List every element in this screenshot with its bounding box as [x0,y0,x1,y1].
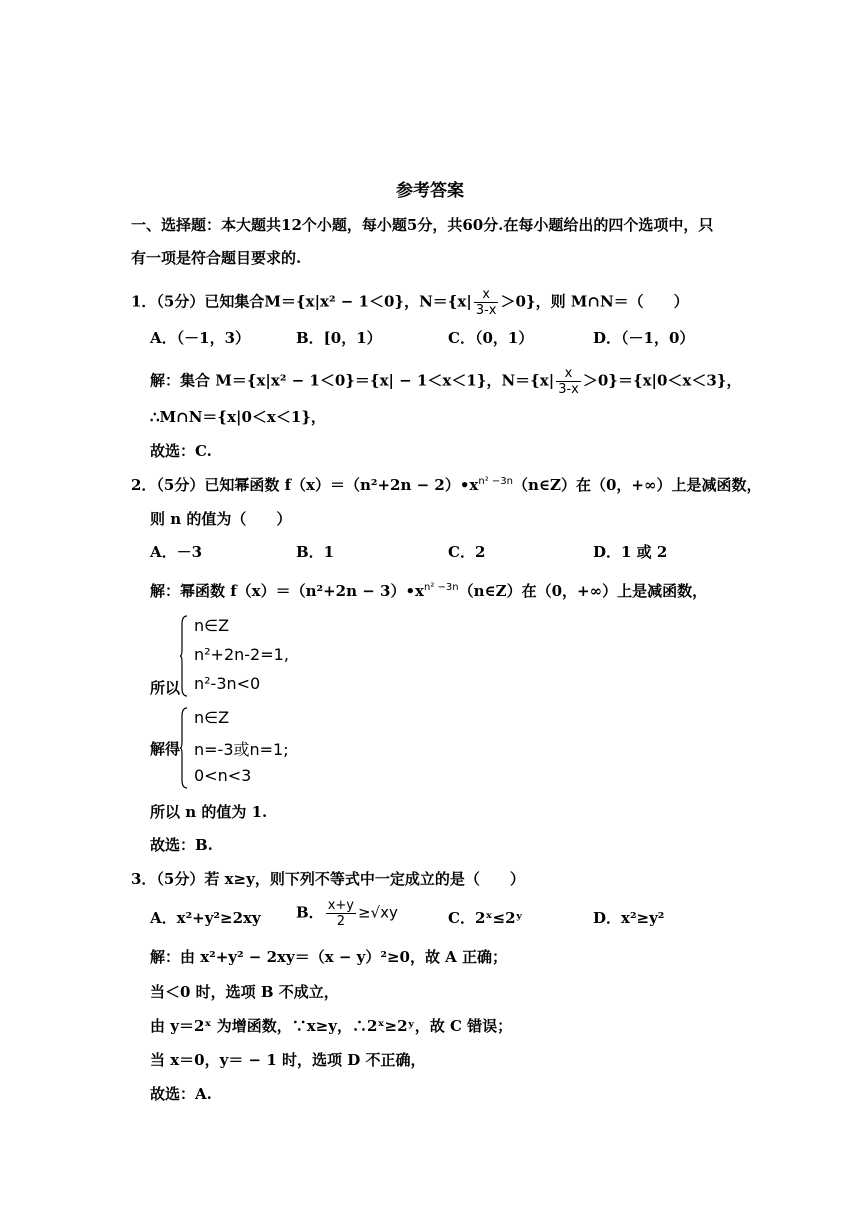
q2-system-1-row2: n²+2n-2=1, [194,645,289,664]
q2-so-label: 所以 [150,679,181,697]
q2-system-2-row1: n∈Z [194,708,230,727]
q3-solution-line1: 解：由 x²+y² − 2xy＝（x − y）²≥0，故 A 正确； [150,948,508,966]
q1-option-b: B．[0，1） [296,329,382,347]
q2-system-1 [180,614,360,698]
q2-option-a: A．－3 [150,543,203,561]
q3-option-a: A．x²+y²≥2xy [150,909,261,927]
q2-system-2-row2: n=-3或n=1; [194,740,289,759]
q2-conclusion: 所以 n 的值为 1. [150,803,268,821]
q2-system-1-row1: n∈Z [194,616,230,635]
q3-option-d: D．x²≥y² [593,909,665,927]
q2-option-b: B．1 [296,543,335,561]
q3-solution-line4: 当 x＝0，y＝ − 1 时，选项 D 不正确， [150,1051,426,1069]
q1-solution-line2: ∴M∩N＝{x|0＜x＜1}， [150,408,326,426]
q2-stem: 2．（5分）已知幂函数 $f(x)=(n^2+2n - 2)•x^{n^2 -3n}(n\in Z)$在（0，+∞）上是减函数， [131,476,762,494]
q1-fraction: $\frac{x}{3-x}$ [475,287,497,318]
q1-stem: 1．（5分）已知集合M＝{x|x² − 1＜0}，N＝{x| $\frac{x}{3-x}$ ＞0}，则 M∩N＝（ ） [131,287,689,318]
q2-option-c: C．2 [448,543,486,561]
q1-option-d: D．（－1，0） [593,329,695,347]
q3-solution-line3: 由 y＝2ˣ 为增函数，∵x≥y，∴2ˣ≥2ʸ，故 C 错误； [150,1017,513,1035]
q2-system-2-row3: 0<n<3 [194,766,252,785]
q1-option-a: A．（－1，3） [150,329,251,347]
section-heading-line2: 有一项是符合题目要求的. [131,249,302,267]
q1-option-c: C．（0，1） [448,329,534,347]
brace-icon [180,614,188,698]
q3-option-b: B． $\frac{x+y}{2}$ ≥√xy [296,898,398,929]
brace-icon [180,706,188,790]
q3-stem: 3．（5分）若 x≥y，则下列不等式中一定成立的是（ ） [131,870,525,888]
q2-system-1-row3: n²-3n<0 [194,674,261,693]
q1-solution-fraction: $\frac{x}{3-x}$ [558,366,579,397]
q1-solution-line1: 解：集合 M＝{x|x² − 1＜0}＝{x| − 1＜x＜1}，N＝{x| $\frac{x}{3-x}$ ＞0}＝{x|0＜x＜3}， [150,366,742,397]
page-title: 参考答案 [396,181,464,201]
q2-answer: 故选：B. [150,836,213,854]
q3-solution-line2: 当＜0 时，选项 B 不成立， [150,983,339,1001]
q2-solve-label: 解得 [150,740,181,758]
q1-answer: 故选：C. [150,442,212,460]
q3-option-c: C．2ˣ≤2ʸ [448,909,523,927]
q2-option-d: D．1 或 2 [593,543,668,561]
section-heading-line1: 一、选择题：本大题共12个小题，每小题5分，共60分.在每小题给出的四个选项中，只 [131,216,714,234]
q3-answer: 故选：A. [150,1085,212,1103]
q2-stem-line2: 则 n 的值为（ ） [150,510,292,528]
q2-system-2 [180,706,360,790]
q3-option-b-fraction: $\frac{x+y}{2}$ [327,898,354,929]
q2-solution-line1: 解：幂函数 $f(x)=(n^2+2n - 3)•x^{n^2 -3n}(n\in Z)$在（0，+∞）上是减函数， [150,582,708,600]
